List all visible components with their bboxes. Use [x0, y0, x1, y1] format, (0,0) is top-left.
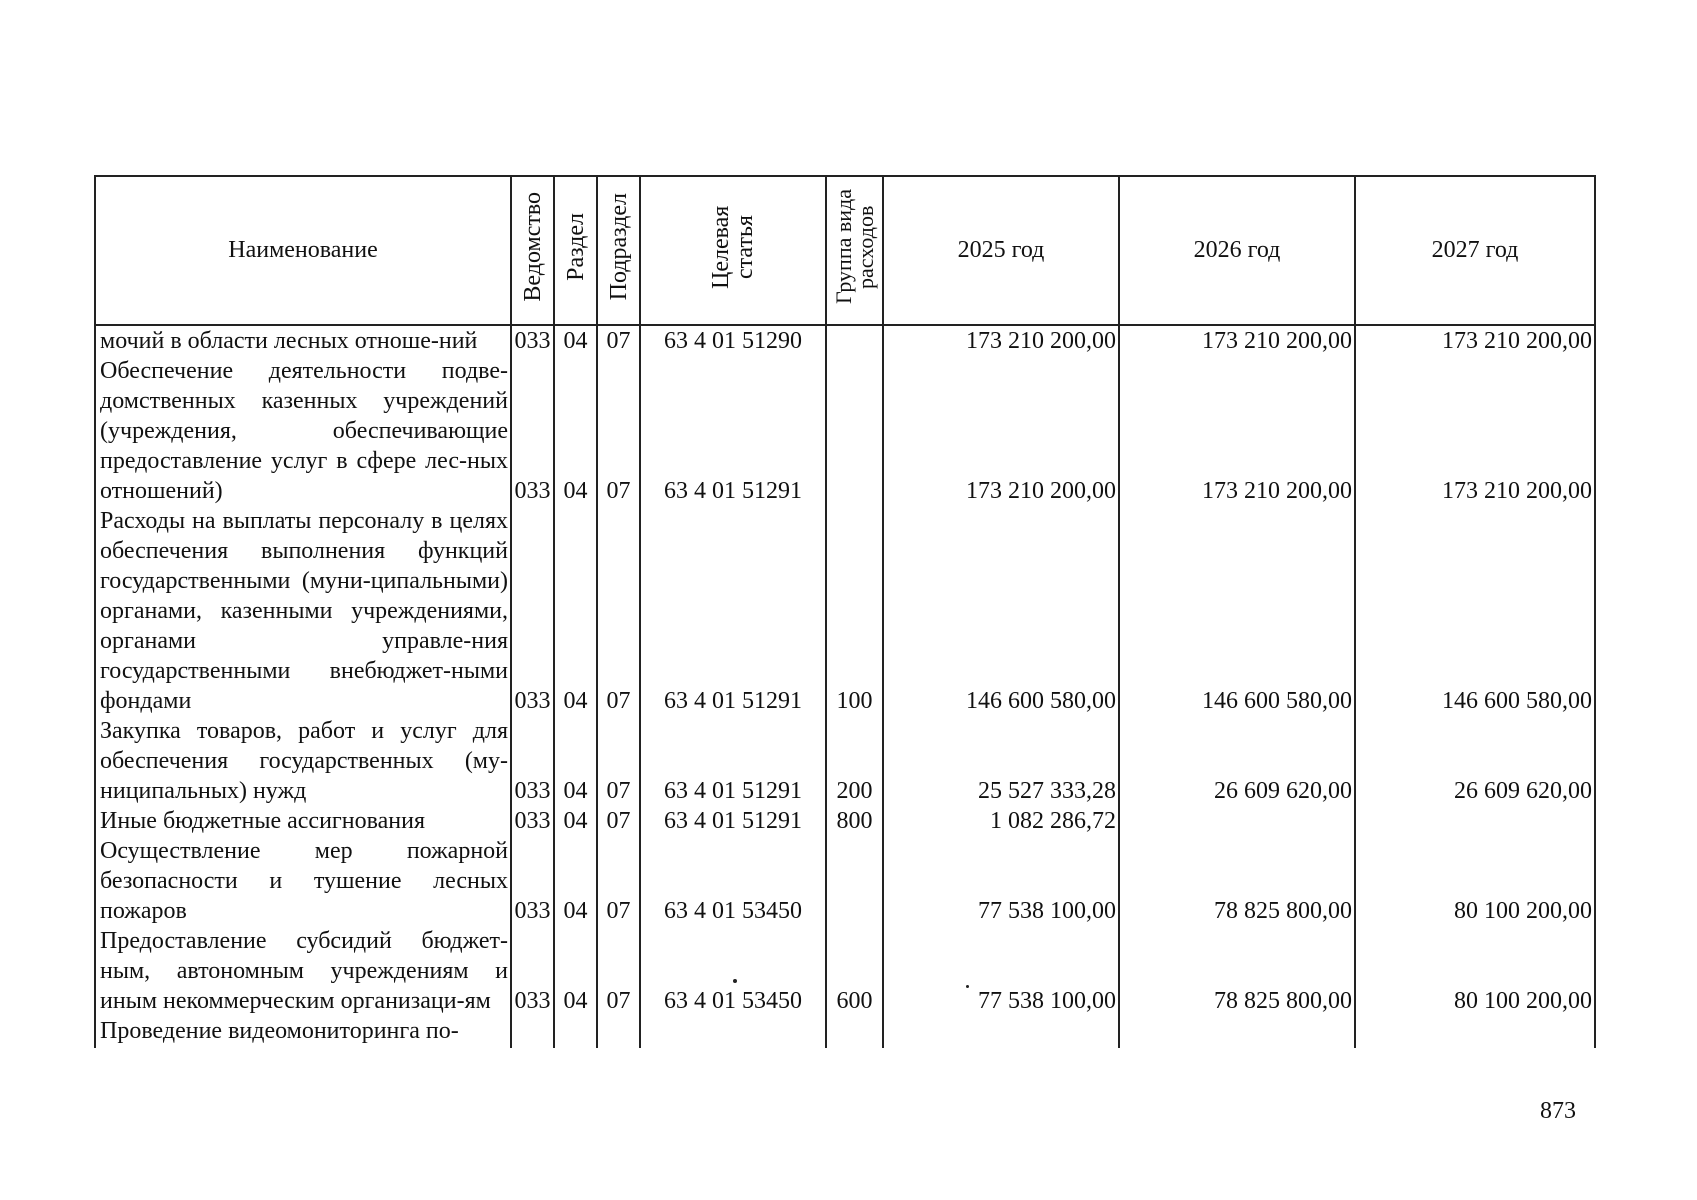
cell-podrazdel: 07 — [597, 506, 640, 716]
table-row — [95, 325, 1595, 356]
cell-name: Предоставление субсидий бюджет-ным, автономным учреждениям и иным некоммерческим организаци-ям — [95, 926, 511, 1016]
cell-gruppa-vida-rashodov — [826, 836, 883, 926]
cell-2025: 77 538 100,00 — [883, 926, 1119, 1016]
cell-podrazdel: 07 — [597, 836, 640, 926]
cell-name: мочий в области лесных отноше-ний — [95, 325, 511, 356]
cell-gruppa-vida-rashodov: 200 — [826, 716, 883, 806]
table-row — [95, 1016, 1595, 1048]
cell-2025: 25 527 333,28 — [883, 716, 1119, 806]
cell-podrazdel: 07 — [597, 325, 640, 356]
cell-2026 — [1119, 1016, 1355, 1048]
cell-gruppa-vida-rashodov: 800 — [826, 806, 883, 836]
header-razdel: Раздел — [554, 176, 597, 325]
cell-2026: 173 210 200,00 — [1119, 325, 1355, 356]
stray-dot-mark — [966, 985, 969, 988]
table-row — [95, 356, 1595, 506]
cell-vedomstvo: 033 — [511, 836, 554, 926]
cell-2026: 78 825 800,00 — [1119, 836, 1355, 926]
cell-razdel: 04 — [554, 806, 597, 836]
cell-2027: 80 100 200,00 — [1355, 926, 1595, 1016]
table-row — [95, 806, 1595, 836]
header-2025: 2025 год — [883, 176, 1119, 325]
cell-vedomstvo: 033 — [511, 806, 554, 836]
cell-celevaya-statya — [640, 1016, 826, 1048]
cell-vedomstvo: 033 — [511, 716, 554, 806]
header-vedomstvo: Ведомство — [511, 176, 554, 325]
cell-vedomstvo: 033 — [511, 506, 554, 716]
cell-2025: 146 600 580,00 — [883, 506, 1119, 716]
cell-podrazdel: 07 — [597, 356, 640, 506]
cell-gruppa-vida-rashodov: 100 — [826, 506, 883, 716]
cell-podrazdel: 07 — [597, 716, 640, 806]
cell-gruppa-vida-rashodov — [826, 1016, 883, 1048]
cell-2027: 173 210 200,00 — [1355, 356, 1595, 506]
cell-name: Осуществление мер пожарной безопасности и тушение лесных пожаров — [95, 836, 511, 926]
cell-name: Иные бюджетные ассигнования — [95, 806, 511, 836]
cell-2025: 77 538 100,00 — [883, 836, 1119, 926]
cell-2027 — [1355, 1016, 1595, 1048]
cell-name: Закупка товаров, работ и услуг для обеспечения государственных (му-ниципальных) нужд — [95, 716, 511, 806]
cell-podrazdel: 07 — [597, 926, 640, 1016]
cell-razdel: 04 — [554, 716, 597, 806]
table-row — [95, 716, 1595, 806]
header-celevaya-statya: Целевая статья — [640, 176, 826, 325]
cell-celevaya-statya: 63 4 01 53450 — [640, 836, 826, 926]
cell-2027: 146 600 580,00 — [1355, 506, 1595, 716]
cell-podrazdel — [597, 1016, 640, 1048]
cell-razdel: 04 — [554, 926, 597, 1016]
table-row — [95, 926, 1595, 1016]
cell-gruppa-vida-rashodov — [826, 325, 883, 356]
cell-2026: 146 600 580,00 — [1119, 506, 1355, 716]
cell-2027: 173 210 200,00 — [1355, 325, 1595, 356]
header-podrazdel: Подраздел — [597, 176, 640, 325]
cell-2026 — [1119, 806, 1355, 836]
cell-celevaya-statya: 63 4 01 51291 — [640, 716, 826, 806]
table-row — [95, 836, 1595, 926]
cell-2026: 78 825 800,00 — [1119, 926, 1355, 1016]
cell-2027: 26 609 620,00 — [1355, 716, 1595, 806]
table-header-row — [95, 176, 1595, 325]
cell-vedomstvo: 033 — [511, 356, 554, 506]
cell-name: Проведение видеомониторинга по- — [95, 1016, 511, 1048]
header-2026: 2026 год — [1119, 176, 1355, 325]
cell-celevaya-statya: 63 4 01 53450 — [640, 926, 826, 1016]
header-2027: 2027 год — [1355, 176, 1595, 325]
cell-razdel: 04 — [554, 836, 597, 926]
cell-2027 — [1355, 806, 1595, 836]
cell-2026: 26 609 620,00 — [1119, 716, 1355, 806]
cell-celevaya-statya: 63 4 01 51291 — [640, 806, 826, 836]
page-number: 873 — [1540, 1098, 1576, 1124]
stray-dot-mark — [733, 979, 737, 983]
cell-2027: 80 100 200,00 — [1355, 836, 1595, 926]
header-gruppa-vida-rashodov: Группа вида расходов — [826, 176, 883, 325]
table-row — [95, 506, 1595, 716]
cell-celevaya-statya: 63 4 01 51291 — [640, 506, 826, 716]
budget-table — [94, 175, 1596, 1048]
cell-2026: 173 210 200,00 — [1119, 356, 1355, 506]
cell-razdel: 04 — [554, 325, 597, 356]
cell-2025 — [883, 1016, 1119, 1048]
cell-razdel: 04 — [554, 506, 597, 716]
budget-table-wrapper — [94, 175, 1594, 1048]
cell-vedomstvo: 033 — [511, 926, 554, 1016]
cell-2025: 173 210 200,00 — [883, 325, 1119, 356]
cell-celevaya-statya: 63 4 01 51290 — [640, 325, 826, 356]
cell-gruppa-vida-rashodov: 600 — [826, 926, 883, 1016]
cell-razdel — [554, 1016, 597, 1048]
cell-gruppa-vida-rashodov — [826, 356, 883, 506]
cell-podrazdel: 07 — [597, 806, 640, 836]
cell-2025: 1 082 286,72 — [883, 806, 1119, 836]
cell-celevaya-statya: 63 4 01 51291 — [640, 356, 826, 506]
cell-2025: 173 210 200,00 — [883, 356, 1119, 506]
header-name: Наименование — [95, 176, 511, 325]
cell-vedomstvo: 033 — [511, 325, 554, 356]
cell-vedomstvo — [511, 1016, 554, 1048]
cell-name: Расходы на выплаты персоналу в целях обеспечения выполнения функций государственными (муни-ципальными) органами, казенными учреждениями, органами управле-ния государственными внебюджет-ными фондами — [95, 506, 511, 716]
cell-razdel: 04 — [554, 356, 597, 506]
cell-name: Обеспечение деятельности подве-домственных казенных учреждений (учреждения, обеспечивающие предоставление услуг в сфере лес-ных отношений) — [95, 356, 511, 506]
